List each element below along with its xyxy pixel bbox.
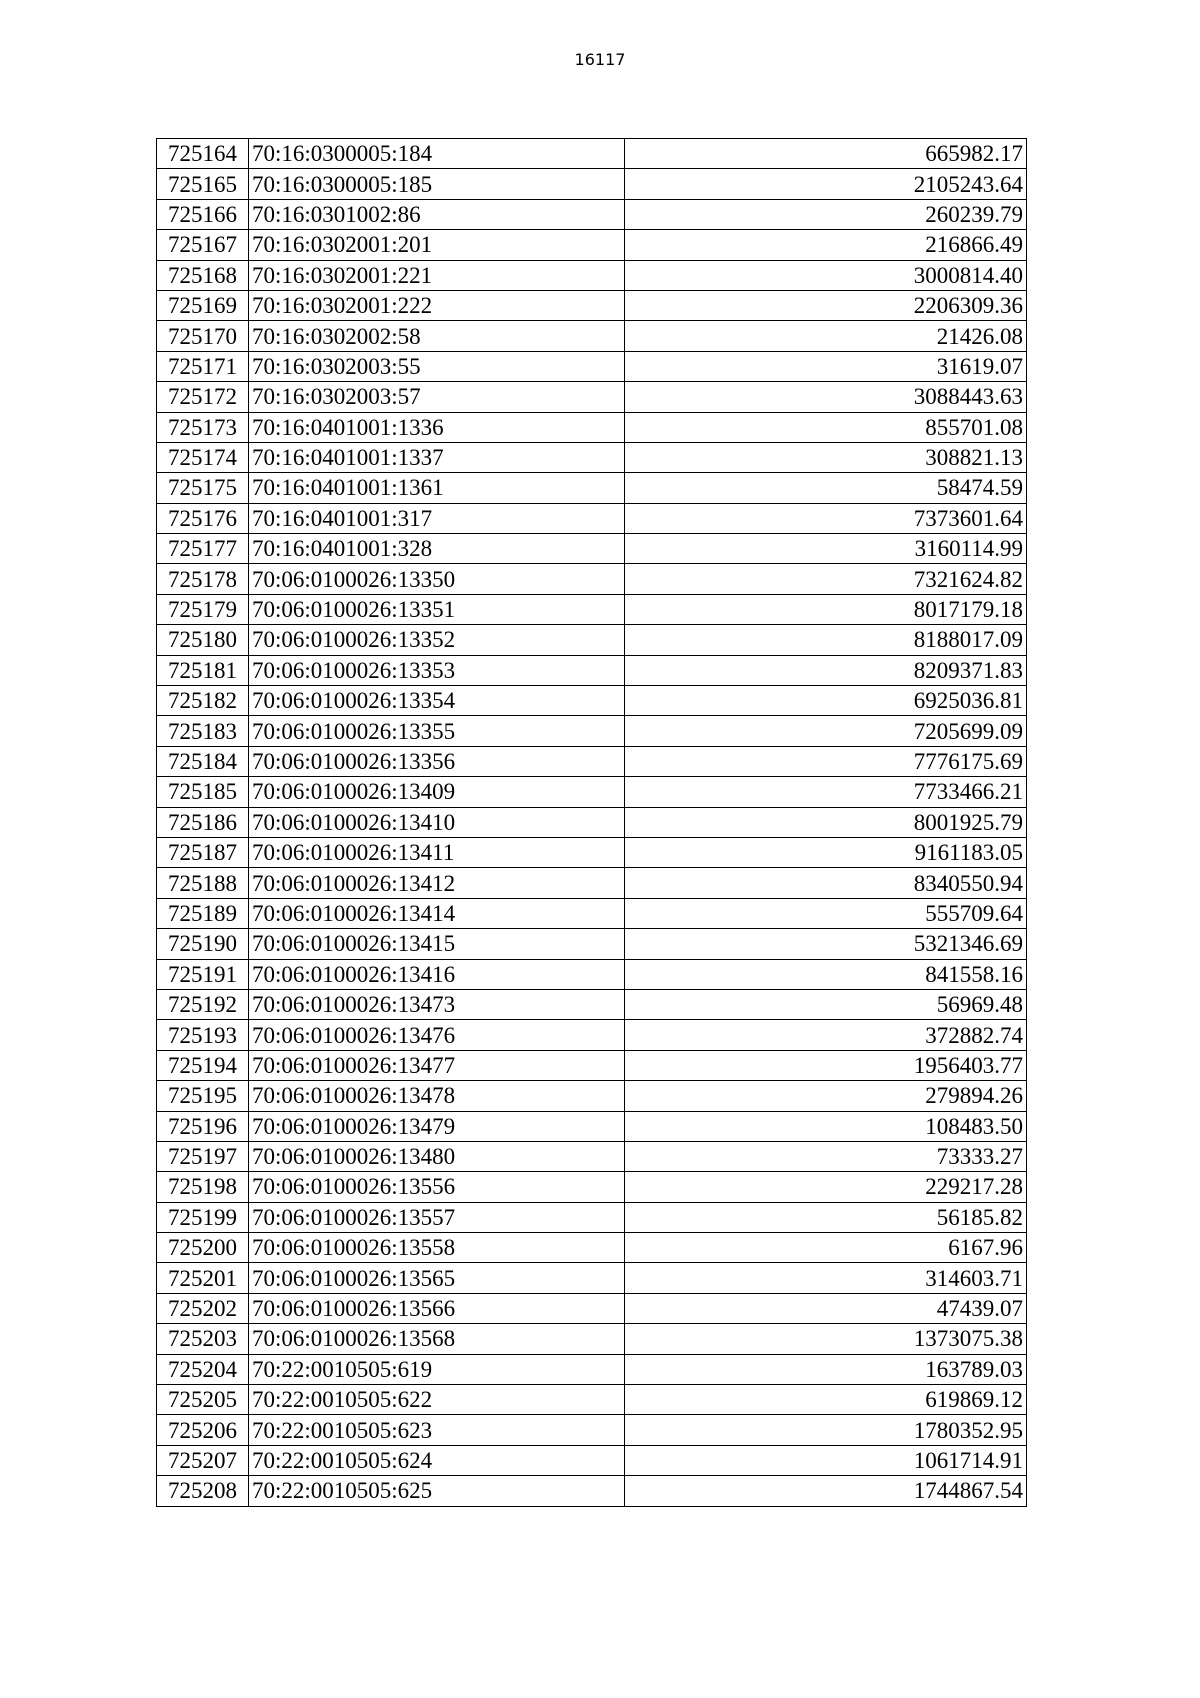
- table-body: [157, 139, 1027, 1507]
- table-row: [157, 169, 1027, 199]
- cadastral-value-cell: 2206309.36: [625, 290, 1027, 320]
- cadastral-value-cell: 21426.08: [625, 321, 1027, 351]
- row-number-cell: 725191: [157, 959, 249, 989]
- row-number-cell: 725192: [157, 989, 249, 1019]
- row-number-cell: 725201: [157, 1263, 249, 1293]
- row-number-cell: 725195: [157, 1081, 249, 1111]
- table-row: [157, 655, 1027, 685]
- cadastral-value-cell: 3160114.99: [625, 534, 1027, 564]
- cadastral-value-cell: 108483.50: [625, 1111, 1027, 1141]
- row-number-cell: 725172: [157, 382, 249, 412]
- table-row: [157, 1233, 1027, 1263]
- cadastral-value-cell: 6167.96: [625, 1233, 1027, 1263]
- table-row: [157, 321, 1027, 351]
- cadastral-value-cell: 31619.07: [625, 351, 1027, 381]
- cadastral-value-cell: 2105243.64: [625, 169, 1027, 199]
- cadastral-number-cell: 70:06:0100026:13556: [249, 1172, 625, 1202]
- table-row: [157, 199, 1027, 229]
- cadastral-value-cell: 56185.82: [625, 1202, 1027, 1232]
- cadastral-value-cell: 8340550.94: [625, 868, 1027, 898]
- cadastral-number-cell: 70:16:0401001:328: [249, 534, 625, 564]
- table-row: [157, 686, 1027, 716]
- cadastral-number-cell: 70:06:0100026:13416: [249, 959, 625, 989]
- cadastral-number-cell: 70:06:0100026:13351: [249, 594, 625, 624]
- cadastral-value-cell: 8001925.79: [625, 807, 1027, 837]
- row-number-cell: 725165: [157, 169, 249, 199]
- row-number-cell: 725174: [157, 442, 249, 472]
- cadastral-number-cell: 70:22:0010505:622: [249, 1385, 625, 1415]
- cadastral-number-cell: 70:16:0301002:86: [249, 199, 625, 229]
- cadastral-number-cell: 70:06:0100026:13350: [249, 564, 625, 594]
- row-number-cell: 725186: [157, 807, 249, 837]
- cadastral-number-cell: 70:22:0010505:625: [249, 1476, 625, 1506]
- table-row: [157, 594, 1027, 624]
- cadastral-number-cell: 70:06:0100026:13356: [249, 746, 625, 776]
- cadastral-number-cell: 70:16:0302001:222: [249, 290, 625, 320]
- cadastral-number-cell: 70:06:0100026:13565: [249, 1263, 625, 1293]
- table-row: [157, 139, 1027, 169]
- row-number-cell: 725166: [157, 199, 249, 229]
- cadastral-number-cell: 70:06:0100026:13478: [249, 1081, 625, 1111]
- table-row: [157, 1263, 1027, 1293]
- cadastral-number-cell: 70:06:0100026:13352: [249, 625, 625, 655]
- row-number-cell: 725206: [157, 1415, 249, 1445]
- cadastral-value-cell: 8209371.83: [625, 655, 1027, 685]
- cadastral-value-cell: 8188017.09: [625, 625, 1027, 655]
- row-number-cell: 725171: [157, 351, 249, 381]
- row-number-cell: 725203: [157, 1324, 249, 1354]
- cadastral-number-cell: 70:22:0010505:619: [249, 1354, 625, 1384]
- row-number-cell: 725183: [157, 716, 249, 746]
- table-row: [157, 959, 1027, 989]
- row-number-cell: 725188: [157, 868, 249, 898]
- cadastral-value-cell: 58474.59: [625, 473, 1027, 503]
- row-number-cell: 725167: [157, 230, 249, 260]
- table-row: [157, 503, 1027, 533]
- cadastral-number-cell: 70:16:0302003:57: [249, 382, 625, 412]
- cadastral-number-cell: 70:22:0010505:624: [249, 1445, 625, 1475]
- table-row: [157, 1202, 1027, 1232]
- cadastral-value-table: [156, 138, 1027, 1507]
- cadastral-value-cell: 56969.48: [625, 989, 1027, 1019]
- row-number-cell: 725202: [157, 1293, 249, 1323]
- cadastral-number-cell: 70:22:0010505:623: [249, 1415, 625, 1445]
- cadastral-value-cell: 855701.08: [625, 412, 1027, 442]
- cadastral-number-cell: 70:06:0100026:13410: [249, 807, 625, 837]
- cadastral-number-cell: 70:06:0100026:13414: [249, 898, 625, 928]
- cadastral-value-cell: 1956403.77: [625, 1050, 1027, 1080]
- row-number-cell: 725190: [157, 929, 249, 959]
- cadastral-number-cell: 70:06:0100026:13558: [249, 1233, 625, 1263]
- cadastral-value-cell: 216866.49: [625, 230, 1027, 260]
- row-number-cell: 725189: [157, 898, 249, 928]
- cadastral-number-cell: 70:16:0401001:1337: [249, 442, 625, 472]
- cadastral-value-cell: 1780352.95: [625, 1415, 1027, 1445]
- table-row: [157, 929, 1027, 959]
- row-number-cell: 725187: [157, 837, 249, 867]
- row-number-cell: 725197: [157, 1141, 249, 1171]
- row-number-cell: 725179: [157, 594, 249, 624]
- cadastral-number-cell: 70:06:0100026:13566: [249, 1293, 625, 1323]
- row-number-cell: 725208: [157, 1476, 249, 1506]
- row-number-cell: 725180: [157, 625, 249, 655]
- cadastral-value-cell: 665982.17: [625, 139, 1027, 169]
- cadastral-value-cell: 163789.03: [625, 1354, 1027, 1384]
- table-row: [157, 1385, 1027, 1415]
- cadastral-value-cell: 1744867.54: [625, 1476, 1027, 1506]
- row-number-cell: 725196: [157, 1111, 249, 1141]
- row-number-cell: 725207: [157, 1445, 249, 1475]
- row-number-cell: 725184: [157, 746, 249, 776]
- table-row: [157, 1476, 1027, 1506]
- cadastral-value-cell: 8017179.18: [625, 594, 1027, 624]
- row-number-cell: 725199: [157, 1202, 249, 1232]
- cadastral-value-cell: 47439.07: [625, 1293, 1027, 1323]
- cadastral-value-cell: 1061714.91: [625, 1445, 1027, 1475]
- cadastral-number-cell: 70:06:0100026:13409: [249, 777, 625, 807]
- table-row: [157, 534, 1027, 564]
- cadastral-number-cell: 70:16:0300005:185: [249, 169, 625, 199]
- row-number-cell: 725169: [157, 290, 249, 320]
- cadastral-value-cell: 372882.74: [625, 1020, 1027, 1050]
- table-row: [157, 898, 1027, 928]
- cadastral-number-cell: 70:06:0100026:13476: [249, 1020, 625, 1050]
- table-row: [157, 1020, 1027, 1050]
- row-number-cell: 725164: [157, 139, 249, 169]
- table-row: [157, 564, 1027, 594]
- table-row: [157, 777, 1027, 807]
- cadastral-value-cell: 229217.28: [625, 1172, 1027, 1202]
- table-row: [157, 1081, 1027, 1111]
- cadastral-number-cell: 70:16:0302003:55: [249, 351, 625, 381]
- cadastral-value-cell: 279894.26: [625, 1081, 1027, 1111]
- row-number-cell: 725170: [157, 321, 249, 351]
- table-row: [157, 351, 1027, 381]
- row-number-cell: 725194: [157, 1050, 249, 1080]
- cadastral-number-cell: 70:06:0100026:13473: [249, 989, 625, 1019]
- cadastral-number-cell: 70:16:0302002:58: [249, 321, 625, 351]
- row-number-cell: 725204: [157, 1354, 249, 1384]
- cadastral-number-cell: 70:16:0302001:201: [249, 230, 625, 260]
- cadastral-number-cell: 70:06:0100026:13557: [249, 1202, 625, 1232]
- table-row: [157, 1050, 1027, 1080]
- row-number-cell: 725181: [157, 655, 249, 685]
- cadastral-value-cell: 619869.12: [625, 1385, 1027, 1415]
- table-row: [157, 807, 1027, 837]
- table-row: [157, 1111, 1027, 1141]
- row-number-cell: 725176: [157, 503, 249, 533]
- cadastral-value-cell: 260239.79: [625, 199, 1027, 229]
- table-row: [157, 989, 1027, 1019]
- table-row: [157, 1415, 1027, 1445]
- table-row: [157, 1141, 1027, 1171]
- table-row: [157, 1324, 1027, 1354]
- cadastral-value-cell: 1373075.38: [625, 1324, 1027, 1354]
- table-row: [157, 412, 1027, 442]
- cadastral-number-cell: 70:16:0401001:1336: [249, 412, 625, 442]
- cadastral-value-cell: 7776175.69: [625, 746, 1027, 776]
- cadastral-value-cell: 314603.71: [625, 1263, 1027, 1293]
- table-row: [157, 260, 1027, 290]
- table-row: [157, 442, 1027, 472]
- table-row: [157, 716, 1027, 746]
- row-number-cell: 725198: [157, 1172, 249, 1202]
- cadastral-number-cell: 70:06:0100026:13355: [249, 716, 625, 746]
- table-row: [157, 837, 1027, 867]
- cadastral-value-cell: 5321346.69: [625, 929, 1027, 959]
- table-row: [157, 868, 1027, 898]
- cadastral-number-cell: 70:16:0401001:317: [249, 503, 625, 533]
- table-row: [157, 625, 1027, 655]
- cadastral-number-cell: 70:06:0100026:13354: [249, 686, 625, 716]
- cadastral-number-cell: 70:06:0100026:13353: [249, 655, 625, 685]
- row-number-cell: 725178: [157, 564, 249, 594]
- cadastral-number-cell: 70:16:0302001:221: [249, 260, 625, 290]
- table-row: [157, 1445, 1027, 1475]
- table-row: [157, 1293, 1027, 1323]
- row-number-cell: 725177: [157, 534, 249, 564]
- cadastral-value-cell: 6925036.81: [625, 686, 1027, 716]
- cadastral-number-cell: 70:06:0100026:13479: [249, 1111, 625, 1141]
- cadastral-number-cell: 70:06:0100026:13477: [249, 1050, 625, 1080]
- table-row: [157, 382, 1027, 412]
- table-row: [157, 290, 1027, 320]
- table-row: [157, 473, 1027, 503]
- table-row: [157, 746, 1027, 776]
- row-number-cell: 725185: [157, 777, 249, 807]
- cadastral-number-cell: 70:06:0100026:13415: [249, 929, 625, 959]
- cadastral-number-cell: 70:06:0100026:13568: [249, 1324, 625, 1354]
- row-number-cell: 725200: [157, 1233, 249, 1263]
- cadastral-number-cell: 70:16:0401001:1361: [249, 473, 625, 503]
- cadastral-value-cell: 7373601.64: [625, 503, 1027, 533]
- cadastral-value-cell: 7321624.82: [625, 564, 1027, 594]
- row-number-cell: 725205: [157, 1385, 249, 1415]
- table-row: [157, 230, 1027, 260]
- row-number-cell: 725168: [157, 260, 249, 290]
- cadastral-number-cell: 70:06:0100026:13412: [249, 868, 625, 898]
- row-number-cell: 725175: [157, 473, 249, 503]
- cadastral-value-cell: 9161183.05: [625, 837, 1027, 867]
- cadastral-number-cell: 70:06:0100026:13480: [249, 1141, 625, 1171]
- table-row: [157, 1354, 1027, 1384]
- cadastral-value-cell: 3088443.63: [625, 382, 1027, 412]
- cadastral-number-cell: 70:06:0100026:13411: [249, 837, 625, 867]
- cadastral-value-cell: 73333.27: [625, 1141, 1027, 1171]
- page-number: 16117: [574, 50, 626, 69]
- row-number-cell: 725182: [157, 686, 249, 716]
- cadastral-value-cell: 7733466.21: [625, 777, 1027, 807]
- cadastral-value-cell: 841558.16: [625, 959, 1027, 989]
- row-number-cell: 725193: [157, 1020, 249, 1050]
- cadastral-value-cell: 3000814.40: [625, 260, 1027, 290]
- cadastral-value-cell: 308821.13: [625, 442, 1027, 472]
- table-row: [157, 1172, 1027, 1202]
- row-number-cell: 725173: [157, 412, 249, 442]
- cadastral-value-cell: 555709.64: [625, 898, 1027, 928]
- cadastral-number-cell: 70:16:0300005:184: [249, 139, 625, 169]
- cadastral-value-cell: 7205699.09: [625, 716, 1027, 746]
